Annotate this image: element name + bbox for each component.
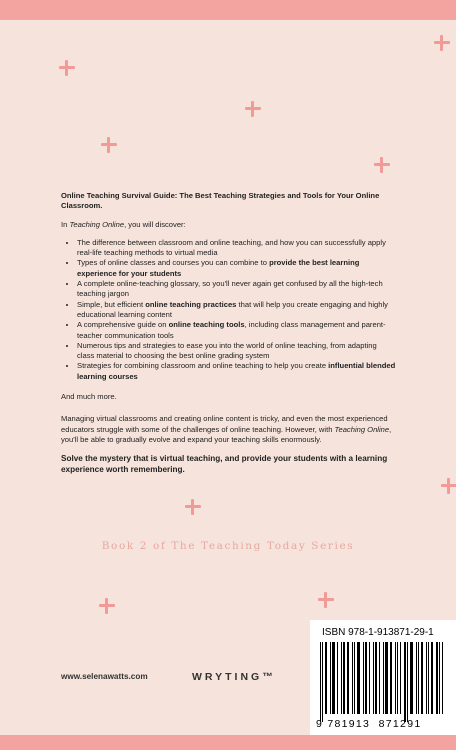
list-item: [77, 238, 396, 259]
barcode-bar: [357, 642, 360, 714]
paragraph-text: Managing virtual classrooms and creating online content is tricky, and even the most experienced educators struggle with some of the challenges of online teaching. However, with: [61, 414, 388, 434]
barcode-bar: [369, 642, 370, 714]
barcode-bar: [352, 642, 353, 714]
barcode-bar: [383, 642, 384, 714]
plus-icon: [374, 157, 390, 173]
barcode-bar: [379, 642, 380, 714]
list-item: [77, 258, 396, 279]
barcode-bar: [373, 642, 374, 714]
intro-line: [61, 220, 396, 230]
barcode-bar: [410, 642, 413, 714]
body-paragraph: [61, 414, 396, 445]
barcode-bar: [436, 642, 438, 714]
paragraph-text: , you'll be able to gradually evolve and expand your teaching skills enormously.: [61, 424, 392, 444]
list-item-text: that will help you create engaging and highly educational learning content: [77, 299, 388, 319]
barcode-bar: [365, 642, 367, 714]
barcode-bar: [400, 642, 401, 714]
barcode-bar: [322, 642, 323, 722]
intro-suffix: , you will discover:: [124, 219, 186, 229]
barcode-bar: [354, 642, 355, 714]
barcode-bar: [416, 642, 417, 714]
list-item-text: , including class management and parent-teacher communication tools: [77, 320, 386, 340]
barcode-digit-first: 9: [316, 718, 324, 730]
isbn-barcode: [310, 620, 456, 736]
intro-book-title: Teaching Online: [69, 219, 125, 229]
list-item: [77, 341, 396, 362]
barcode-bars: [320, 642, 448, 718]
barcode-bar: [395, 642, 396, 714]
barcode-bar: [385, 642, 388, 714]
barcode-bar: [428, 642, 429, 714]
list-item-text: Simple, but efficient: [77, 299, 146, 309]
top-band: [0, 0, 456, 20]
plus-icon: [101, 137, 117, 153]
list-item-text: The difference between classroom and online teaching, and how you can successfully apply real-life teaching methods to virtual media: [77, 237, 386, 258]
blurb-heading: Online Teaching Survival Guide: The Best Teaching Strategies and Tools for Your Online Classroom.: [61, 191, 380, 211]
list-item-text: A complete online-teaching glossary, so you'll never again get confused by all the high-tech teaching jargon: [77, 279, 383, 299]
barcode-bar: [343, 642, 345, 714]
website-link[interactable]: www.selenawatts.com: [61, 672, 148, 681]
barcode-bar: [439, 642, 440, 714]
closing-statement: Solve the mystery that is virtual teaching, and provide your students with a learning experience worth remembering.: [61, 454, 388, 475]
list-item-text: A comprehensive guide on: [77, 320, 169, 330]
barcode-bar: [407, 642, 408, 722]
blurb: [61, 191, 396, 483]
barcode-bar: [347, 642, 349, 714]
plus-icon: [245, 101, 261, 117]
barcode-bar: [431, 642, 433, 714]
publisher-logo: WRYTING™: [192, 671, 276, 683]
plus-icon: [318, 592, 334, 608]
barcode-bar: [375, 642, 377, 714]
plus-icon: [441, 478, 456, 494]
list-item-bold: influential blended learning courses: [77, 361, 396, 381]
plus-icon: [185, 499, 201, 515]
bottom-band: [0, 735, 456, 750]
plus-icon: [59, 60, 75, 76]
plus-icon: [434, 35, 450, 51]
barcode-digits-left: 781913: [327, 718, 371, 730]
and-more: And much more.: [61, 392, 117, 402]
barcode-digits-right: 871291: [378, 718, 422, 730]
barcode-bar: [332, 642, 335, 714]
list-item: [77, 320, 396, 341]
feature-list: [61, 238, 396, 382]
barcode-bar: [320, 642, 321, 722]
list-item-bold: online teaching tools: [168, 320, 245, 330]
intro-prefix: In: [61, 219, 70, 229]
barcode-bar: [426, 642, 427, 714]
list-item: [77, 279, 396, 300]
list-item-bold: provide the best learning experience for your students: [77, 258, 360, 278]
barcode-bar: [337, 642, 338, 714]
list-item-text: Strategies for combining classroom and online teaching to help you create: [77, 361, 329, 371]
list-item-bold: online teaching practices: [145, 299, 237, 309]
list-item-text: Types of online classes and courses you can combine to: [77, 258, 270, 268]
plus-icon: [99, 598, 115, 614]
barcode-bar: [397, 642, 398, 714]
barcode-bar: [390, 642, 392, 714]
barcode-bar: [363, 642, 364, 714]
barcode-bar: [325, 642, 327, 714]
isbn-label: ISBN 978-1-913871-29-1: [322, 627, 434, 638]
barcode-bar: [418, 642, 419, 714]
series-line: Book 2 of The Teaching Today Series: [101, 540, 355, 552]
list-item-text: Numerous tips and strategies to ease you into the world of online teaching, from adapting class material to choosing the best online grading system: [77, 340, 377, 361]
list-item: [77, 300, 396, 321]
barcode-bar: [341, 642, 342, 714]
barcode-digits: [316, 718, 421, 730]
paragraph-book-title: Teaching Online: [334, 424, 390, 434]
list-item: [77, 361, 396, 382]
barcode-bar: [421, 642, 423, 714]
barcode-bar: [442, 642, 443, 714]
barcode-bar: [404, 642, 406, 722]
barcode-bar: [330, 642, 331, 714]
